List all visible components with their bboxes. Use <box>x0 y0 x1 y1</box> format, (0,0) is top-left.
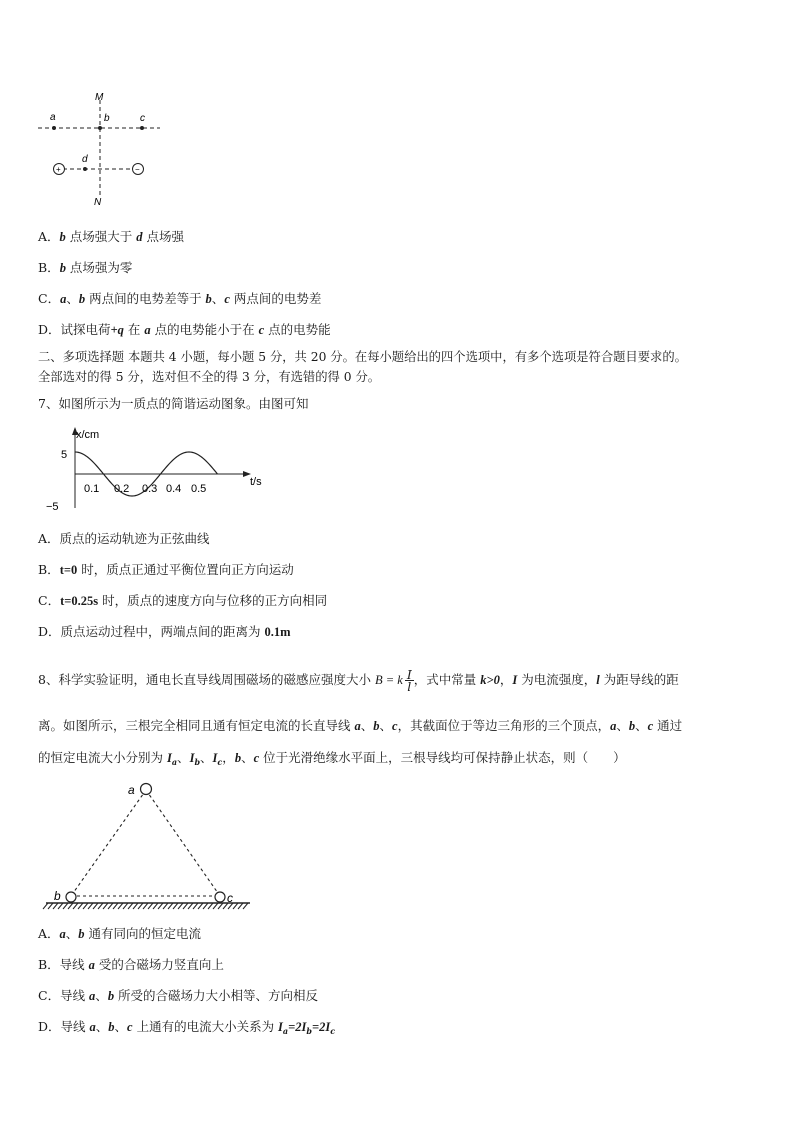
var: I <box>166 751 172 765</box>
var: c <box>127 1020 133 1034</box>
x-tick-0.5: 0.5 <box>191 483 207 495</box>
hatch-line <box>188 903 193 909</box>
y-tick-neg5: −5 <box>46 501 59 513</box>
label-N: N <box>94 197 102 208</box>
text: 为距导线的距 <box>599 672 679 687</box>
var: k>0 <box>480 673 500 687</box>
current-expression: I <box>278 1020 283 1034</box>
label-a: a <box>50 112 56 123</box>
text: 、 <box>211 291 225 306</box>
var: a <box>610 719 617 733</box>
hatch-line <box>178 903 183 909</box>
subscript: c <box>330 1026 336 1036</box>
hatch-line <box>63 903 68 909</box>
ground-hatching <box>43 903 248 909</box>
hatch-line <box>78 903 83 909</box>
point-b <box>98 126 102 130</box>
section2-instructions-line1: 二、多项选择题 本题共 4 小题，每小题 5 分，共 20 分。在每小题给出的四个选项中，有多个选项是符合题目要求的。 <box>38 350 687 364</box>
hatch-line <box>213 903 218 909</box>
text: 、 <box>635 718 648 733</box>
var: a <box>354 719 361 733</box>
var: b <box>78 927 85 941</box>
hatch-line <box>83 903 88 909</box>
hatch-line <box>143 903 148 909</box>
formula-fraction <box>405 669 414 692</box>
text: 为电流强度， <box>517 672 597 687</box>
text: D．质点运动过程中，两端点间的距离为 <box>38 624 265 639</box>
hatch-line <box>123 903 128 909</box>
option-prefix: B．导线 <box>38 957 89 972</box>
q6-option-b[interactable] <box>38 260 132 276</box>
wire-c <box>215 892 225 902</box>
text: 位于光滑绝缘水平面上，三根导线均可保持静止状态，则（ ） <box>259 750 626 765</box>
hatch-line <box>153 903 158 909</box>
hatch-line <box>108 903 113 909</box>
text: 在 <box>123 322 145 337</box>
hatch-line <box>193 903 198 909</box>
label-b: b <box>104 113 110 124</box>
text: 、 <box>65 926 79 941</box>
q8-option-d[interactable] <box>38 1019 335 1039</box>
text: ，其截面位于等边三角形的三个顶点， <box>397 718 611 733</box>
text: 两点间的电势差等于 <box>85 291 206 306</box>
text: 、 <box>95 988 108 1003</box>
var: a <box>144 323 151 337</box>
text: 受的合磁场力竖直向上 <box>94 957 224 972</box>
text: 点的电势能小于在 <box>150 322 259 337</box>
subscript: b <box>306 1026 312 1036</box>
text: 、 <box>66 291 79 306</box>
option-prefix: D．导线 <box>38 1019 90 1034</box>
wire-a <box>141 784 152 795</box>
q6-option-c[interactable] <box>38 291 321 307</box>
formula-numerator: I <box>406 667 412 682</box>
var: a <box>59 927 66 941</box>
var: b <box>373 719 380 733</box>
var: b <box>234 751 242 765</box>
hatch-line <box>148 903 153 909</box>
hatch-line <box>73 903 78 909</box>
q7-option-c[interactable] <box>38 593 327 609</box>
q6-option-a[interactable] <box>38 229 184 245</box>
hatch-line <box>203 903 208 909</box>
subscript: c <box>217 757 223 767</box>
charges-figure <box>38 88 168 210</box>
subscript: b <box>194 757 201 767</box>
hatch-line <box>238 903 243 909</box>
label-a: a <box>128 783 135 797</box>
hatch-line <box>48 903 53 909</box>
hatch-line <box>233 903 238 909</box>
hatch-line <box>53 903 58 909</box>
y-tick-5: 5 <box>61 449 68 461</box>
label-c: c <box>140 113 145 124</box>
y-axis-label: x/cm <box>76 429 100 441</box>
var: b <box>78 292 86 306</box>
label-b: b <box>54 889 61 903</box>
hatch-line <box>218 903 223 909</box>
var: b <box>59 261 66 275</box>
point-d <box>83 167 87 171</box>
hatch-line <box>68 903 73 909</box>
hatch-line <box>173 903 178 909</box>
var: b <box>628 719 636 733</box>
wire-b <box>66 892 76 902</box>
edge-ac <box>146 790 220 896</box>
q8-stem-line2 <box>38 718 682 734</box>
hatch-line <box>133 903 138 909</box>
q8-option-a[interactable] <box>38 926 201 942</box>
label-M: M <box>95 92 104 103</box>
text: 、 <box>114 1019 128 1034</box>
var: c <box>647 719 654 733</box>
var: l <box>596 673 600 687</box>
text: 、 <box>241 750 254 765</box>
q6-option-d[interactable] <box>38 322 331 338</box>
q8-option-c[interactable] <box>38 988 318 1004</box>
option-prefix: A． <box>38 926 60 941</box>
q7-option-a[interactable]: A．质点的运动轨迹为正弦曲线 <box>38 531 210 546</box>
point-a <box>52 126 56 130</box>
q8-stem-line3 <box>38 750 626 770</box>
label-d: d <box>82 154 88 165</box>
hatch-line <box>113 903 118 909</box>
formula-lhs: B = k <box>374 673 403 687</box>
q8-stem-line1 <box>38 669 679 692</box>
text: 8、科学实验证明，通电长直导线周围磁场的磁感应强度大小 <box>38 672 375 687</box>
hatch-line <box>88 903 93 909</box>
var: c <box>253 751 260 765</box>
var: a <box>60 292 67 306</box>
time-value: t=0 <box>59 563 78 577</box>
text: 所受的合磁场力大小相等、方向相反 <box>114 988 319 1003</box>
option-prefix: C．导线 <box>38 988 90 1003</box>
x-tick-0.2: 0.2 <box>114 483 130 495</box>
hatch-line <box>103 903 108 909</box>
text: 的恒定电流大小分别为 <box>38 750 167 765</box>
text: 、 <box>616 718 629 733</box>
time-value: t=0.25s <box>60 594 99 608</box>
var: a <box>89 989 96 1003</box>
hatch-line <box>163 903 168 909</box>
var: I <box>189 751 195 765</box>
distance-value: 0.1m <box>264 625 291 639</box>
text: 、 <box>379 718 393 733</box>
hatch-line <box>168 903 173 909</box>
hatch-line <box>208 903 213 909</box>
text: 时，质点正通过平衡位置向正方向运动 <box>77 562 294 577</box>
text: 、 <box>200 750 213 765</box>
option-prefix: B． <box>38 562 60 577</box>
text: 上通有的电流大小关系为 <box>132 1019 279 1034</box>
q8-triangle-figure <box>42 778 262 913</box>
x-tick-0.1: 0.1 <box>84 483 100 495</box>
hatch-line <box>58 903 63 909</box>
text: 点场强为零 <box>65 260 133 275</box>
hatch-line <box>138 903 143 909</box>
var: c <box>392 719 398 733</box>
option-prefix: D．试探电荷 <box>38 322 111 337</box>
var: c <box>224 292 230 306</box>
text: 离。如图所示，三根完全相同且通有恒定电流的长直导线 <box>38 718 355 733</box>
x-tick-0.4: 0.4 <box>166 483 182 495</box>
current-expression: =2I <box>288 1020 307 1034</box>
text: 、 <box>360 718 374 733</box>
point-c <box>140 126 144 130</box>
text: 点的电势能 <box>264 322 331 337</box>
text: 时，质点的速度方向与位移的正方向相同 <box>98 593 328 608</box>
var: a <box>88 958 95 972</box>
hatch-line <box>118 903 123 909</box>
text: 两点间的电势差 <box>229 291 322 306</box>
var: I <box>212 751 218 765</box>
text: 点场强 <box>142 229 184 244</box>
var: I <box>512 673 518 687</box>
edge-ab <box>71 790 146 896</box>
var: b <box>205 292 212 306</box>
q7-shm-graph <box>38 424 278 516</box>
text: ， <box>222 750 235 765</box>
label-c: c <box>227 891 233 905</box>
plus-sign: + <box>56 165 61 174</box>
var: c <box>258 323 265 337</box>
option-prefix: C． <box>38 593 61 608</box>
q8-option-b[interactable] <box>38 957 224 973</box>
text: 、 <box>95 1019 109 1034</box>
text: ，式中常量 <box>413 672 481 687</box>
x-tick-0.3: 0.3 <box>142 483 158 495</box>
hatch-line <box>198 903 203 909</box>
option-prefix: C． <box>38 291 61 306</box>
text: 通有同向的恒定电流 <box>84 926 202 941</box>
var: b <box>108 1020 115 1034</box>
q7-option-b[interactable] <box>38 562 294 578</box>
text: 、 <box>177 750 190 765</box>
hatch-line <box>243 903 248 909</box>
q7-option-d[interactable] <box>38 624 291 640</box>
hatch-line <box>128 903 133 909</box>
text: 通过 <box>653 718 683 733</box>
subscript: a <box>171 757 178 767</box>
option-prefix: B． <box>38 260 60 275</box>
q7-stem: 7、如图所示为一质点的简谐运动图象。由图可知 <box>38 396 309 411</box>
section2-instructions-line2: 全部选对的得 5 分，选对但不全的得 3 分，有选错的得 0 分。 <box>38 370 381 384</box>
option-prefix: A． <box>38 229 60 244</box>
hatch-line <box>43 903 48 909</box>
hatch-line <box>93 903 98 909</box>
var: d <box>136 230 143 244</box>
var: +q <box>110 323 124 337</box>
hatch-line <box>98 903 103 909</box>
var: b <box>107 989 115 1003</box>
var: a <box>89 1020 96 1034</box>
text: ， <box>499 672 513 687</box>
var: b <box>59 230 66 244</box>
subscript: a <box>282 1026 289 1036</box>
text: 点场强大于 <box>65 229 137 244</box>
current-expression: =2I <box>311 1020 331 1034</box>
hatch-line <box>158 903 163 909</box>
hatch-line <box>183 903 188 909</box>
minus-sign: − <box>135 165 140 174</box>
formula-denominator: l <box>407 679 412 694</box>
x-axis-label: t/s <box>250 476 262 488</box>
